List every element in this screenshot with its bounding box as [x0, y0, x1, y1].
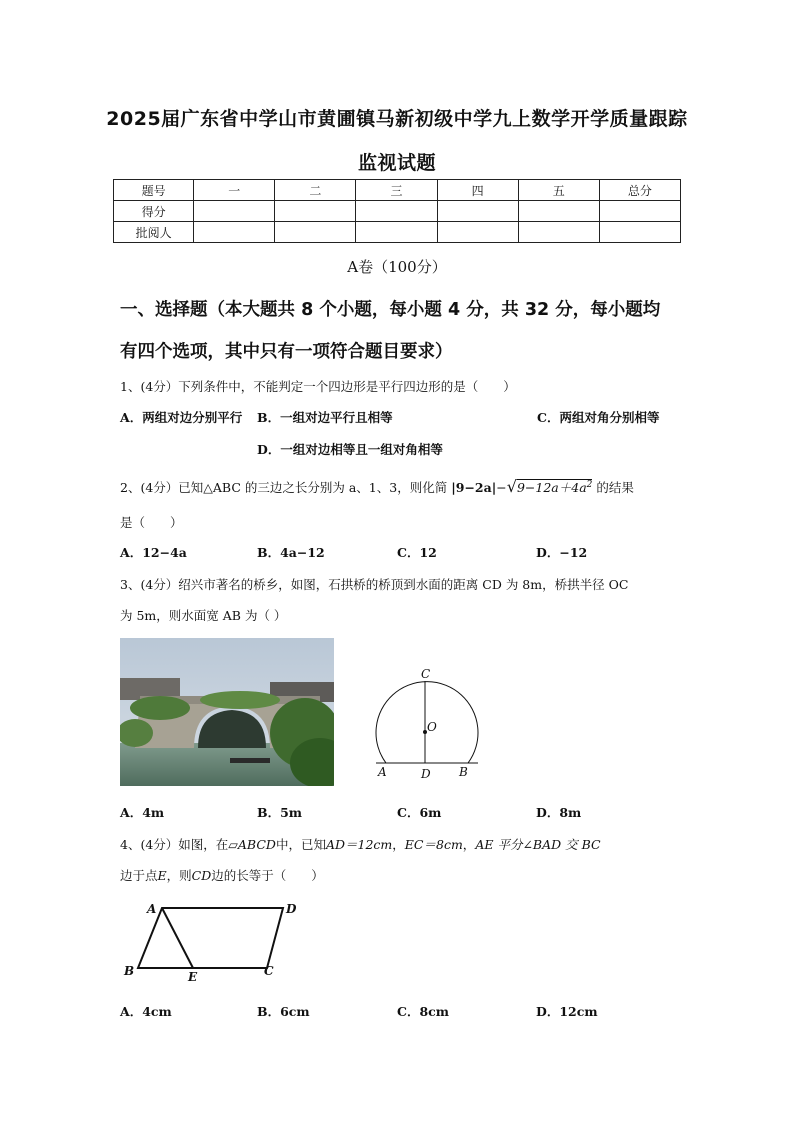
q4-stem-pre: 4、(4分）如图，在	[120, 837, 229, 852]
q4-label-e: E	[188, 970, 198, 984]
q3-label-d: D	[421, 767, 431, 781]
header-cell-4: 四	[437, 180, 518, 201]
q4-stem-line1	[120, 835, 601, 853]
header-cell-1: 一	[194, 180, 275, 201]
exam-title-line2: 监视试题	[357, 152, 436, 174]
q4-cd-side: CD	[191, 868, 212, 883]
q4-parallelogram: ▱ABCD	[228, 837, 276, 852]
q4-option-b[interactable]: B．6cm	[257, 1004, 310, 1019]
q2-abs-expression: |9−2a|	[451, 480, 497, 495]
q4-line2-post: 边的长等于（ ）	[211, 868, 324, 883]
reviewer-cell[interactable]	[356, 222, 437, 243]
section-1-heading-line2: 有四个选项，其中只有一项符合题目要求）	[120, 342, 453, 362]
q4-ad-length: AD＝12cm	[325, 837, 393, 852]
q4-point-e: E	[157, 868, 167, 883]
reviewer-cell[interactable]	[518, 222, 599, 243]
q2-sqrt-icon: √	[506, 477, 517, 496]
q1-option-d[interactable]: D．一组对边相等且一组对角相等	[257, 442, 443, 457]
q3-option-c[interactable]: C．6m	[397, 805, 442, 820]
q3-label-b: B	[459, 765, 468, 779]
score-cell[interactable]	[194, 201, 275, 222]
q4-label-c: C	[264, 964, 274, 978]
stone-bridge-photo	[120, 638, 334, 786]
score-table	[113, 179, 681, 243]
q2-option-c[interactable]: C．12	[397, 545, 437, 560]
q4-option-a[interactable]: A．4cm	[120, 1004, 172, 1019]
q2-option-d[interactable]: D．−12	[536, 545, 588, 560]
q1-option-c[interactable]: C．两组对角分别相等	[537, 410, 660, 425]
q4-label-d: D	[286, 902, 297, 916]
header-cell-total: 总分	[599, 180, 680, 201]
q1-stem: 1、(4分）下列条件中，不能判定一个四边形是平行四边形的是（ ）	[120, 379, 516, 394]
q4-sep1: ，	[392, 837, 405, 852]
header-cell-2: 二	[275, 180, 356, 201]
q2-exponent: 2	[586, 479, 593, 490]
q2-stem	[120, 477, 634, 496]
q1-option-a[interactable]: A．两组对边分别平行	[120, 410, 243, 425]
q3-label-a: A	[378, 765, 387, 779]
q3-option-d[interactable]: D．8m	[536, 805, 582, 820]
reviewer-row-label: 批阅人	[114, 222, 194, 243]
score-cell[interactable]	[275, 201, 356, 222]
q4-label-b: B	[124, 964, 135, 978]
q4-option-d[interactable]: D．12cm	[536, 1004, 598, 1019]
q4-stem-mid1: 中，已知	[275, 837, 326, 852]
header-cell-5: 五	[518, 180, 599, 201]
q4-ae-bisector: AE 平分∠BAD 交 BC	[475, 837, 601, 852]
reviewer-cell[interactable]	[437, 222, 518, 243]
section-a-heading: A卷（100分）	[347, 258, 447, 276]
q3-stem-line2: 为 5m，则水面宽 AB 为（ ）	[120, 608, 287, 623]
q2-option-b[interactable]: B．4a−12	[257, 545, 325, 560]
q3-option-b[interactable]: B．5m	[257, 805, 302, 820]
reviewer-cell[interactable]	[599, 222, 680, 243]
q4-option-c[interactable]: C．8cm	[397, 1004, 449, 1019]
q4-label-a: A	[147, 902, 157, 916]
score-row	[114, 201, 681, 222]
q2-stem-pre: 2、(4分）已知△ABC 的三边之长分别为 a、1、3，则化简	[120, 480, 448, 495]
q4-sep2: ，	[462, 837, 476, 852]
q3-label-c: C	[421, 667, 431, 681]
q4-stem-line2	[120, 866, 324, 884]
q2-option-a[interactable]: A．12−4a	[120, 545, 187, 560]
exam-title-line1: 2025届广东省中学山市黄圃镇马新初级中学九上数学开学质量跟踪	[106, 108, 688, 130]
score-cell[interactable]	[437, 201, 518, 222]
score-row-label: 得分	[114, 201, 194, 222]
q2-stem-post: 的结果	[596, 480, 634, 495]
q4-ec-length: EC＝8cm	[404, 837, 463, 852]
q3-option-a[interactable]: A．4m	[120, 805, 165, 820]
reviewer-cell[interactable]	[275, 222, 356, 243]
reviewer-row	[114, 222, 681, 243]
score-cell[interactable]	[599, 201, 680, 222]
q4-line2-pre: 边于点	[120, 868, 158, 883]
score-cell[interactable]	[356, 201, 437, 222]
q3-stem-line1: 3、(4分）绍兴市著名的桥乡，如图，石拱桥的桥顶到水面的距离 CD 为 8m，桥拱半径 OC	[120, 577, 629, 592]
reviewer-cell[interactable]	[194, 222, 275, 243]
section-1-heading-line1: 一、选择题（本大题共 8 个小题，每小题 4 分，共 32 分，每小题均	[120, 300, 661, 320]
q1-option-b[interactable]: B．一组对边平行且相等	[257, 410, 393, 425]
q2-stem-line2: 是（ ）	[120, 515, 183, 530]
q4-line2-mid: ，则	[166, 868, 192, 883]
q2-minus: −	[496, 480, 507, 495]
score-table-header-row	[114, 180, 681, 201]
q3-label-o: O	[427, 720, 437, 734]
score-cell[interactable]	[518, 201, 599, 222]
header-cell-3: 三	[356, 180, 437, 201]
header-cell-question-no: 题号	[114, 180, 194, 201]
q2-radicand	[517, 479, 592, 495]
q2-radicand-text: 9−12a＋4a	[516, 480, 587, 495]
